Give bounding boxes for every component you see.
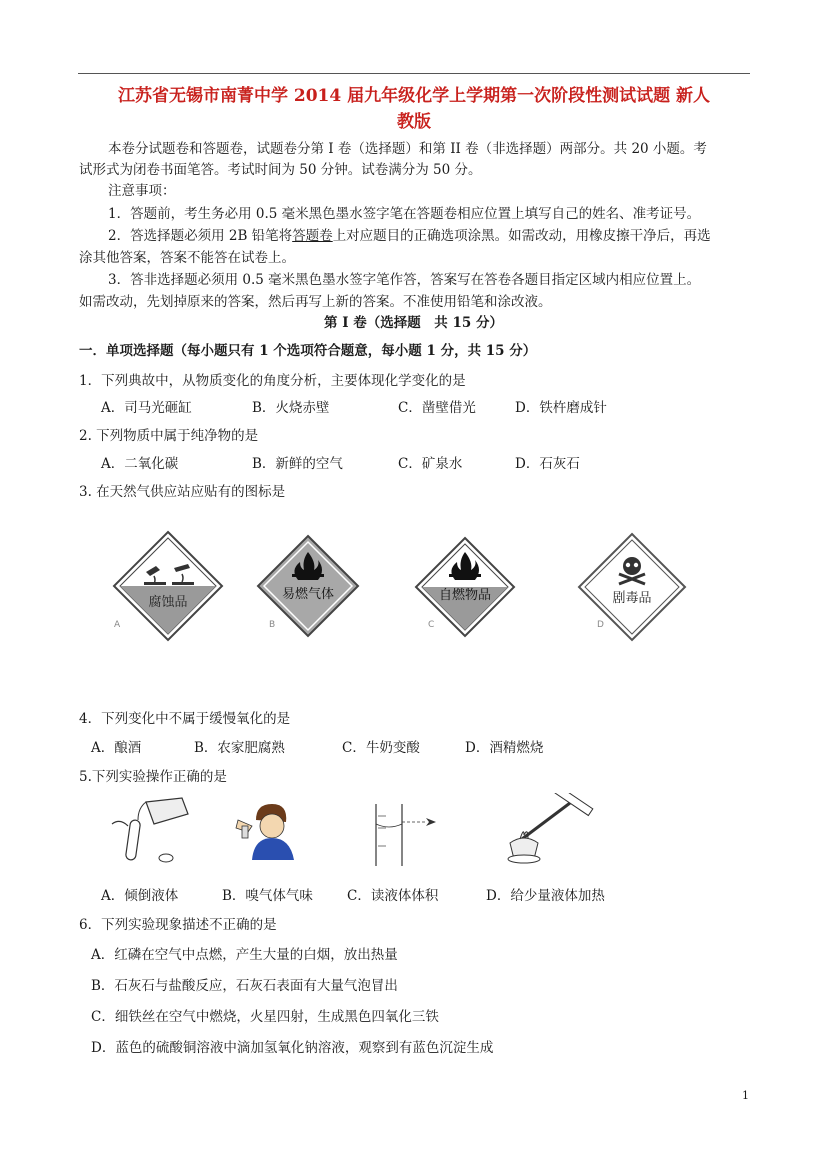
- question-6-option-b: B．石灰石与盐酸反应，石灰石表面有大量气泡冒出: [91, 978, 398, 994]
- question-5-option-d: D．给少量液体加热: [486, 888, 605, 904]
- question-2-option-c: C．矿泉水: [398, 456, 463, 472]
- note-2-underlined: 答题卷: [292, 228, 333, 244]
- note-1: 1．答题前，考生务必用 0.5 毫米黑色墨水签字笔在答题卷相应位置上填写自己的姓名、准考证号。: [108, 206, 701, 222]
- question-1-option-a: A．司马光砸缸: [101, 400, 192, 416]
- question-3-stem: 3. 在天然气供应站应贴有的图标是: [79, 484, 286, 500]
- section-heading: 一．单项选择题（每小题只有 1 个选项符合题意，每小题 1 分，共 15 分）: [79, 343, 537, 359]
- question-4-option-c: C．牛奶变酸: [342, 740, 420, 756]
- question-5-option-c: C．读液体体积: [347, 888, 439, 904]
- question-1-option-c: C．凿壁借光: [398, 400, 476, 416]
- hazard-sign-d-letter: D: [597, 620, 604, 630]
- note-2-text-a: 2．答选择题必须用 2B 铅笔将: [108, 228, 293, 244]
- question-2-option-d: D．石灰石: [515, 456, 580, 472]
- pour-liquid-illustration: [102, 796, 192, 870]
- document-title-line2: 教版: [397, 112, 431, 132]
- hazard-sign-a-letter: A: [114, 620, 121, 630]
- question-4-option-a: A．酿酒: [91, 740, 142, 756]
- question-4-stem: 4．下列变化中不属于缓慢氧化的是: [79, 711, 291, 727]
- question-5-stem: 5.下列实验操作正确的是: [79, 769, 227, 785]
- hazard-sign-d-text: 剧毒品: [612, 591, 652, 606]
- note-2-text-b: 上对应题目的正确选项涂黑。如需改动，用橡皮擦干净后，再选: [332, 228, 711, 244]
- smell-gas-illustration: [232, 800, 298, 866]
- note-2-line1: [108, 226, 711, 246]
- hazard-sign-b-text: 易燃气体: [281, 587, 335, 602]
- notes-label: 注意事项：: [108, 183, 176, 199]
- note-3-line2: 如需改动，先划掉原来的答案，然后再写上新的答案。不准使用铅笔和涂改液。: [79, 294, 552, 310]
- question-1-stem: 1．下列典故中，从物质变化的角度分析，主要体现化学变化的是: [79, 373, 466, 389]
- intro-paragraph-line2: 试形式为闭卷书面笔答。考试时间为 50 分钟。试卷满分为 50 分。: [79, 162, 482, 178]
- question-2-option-b: B．新鲜的空气: [252, 456, 343, 472]
- hazard-sign-a-text: 腐蚀品: [148, 595, 188, 610]
- note-2-line2: 涂其他答案，答案不能答在试卷上。: [79, 250, 295, 266]
- note-3-line1: 3．答非选择题必须用 0.5 毫米黑色墨水签字笔作答，答案写在答卷各题目指定区域内相应位置上。: [108, 272, 701, 288]
- hazard-sign-a: [112, 530, 224, 642]
- page-number: 1: [742, 1089, 749, 1102]
- part-title: 第 I 卷（选择题 共 15 分）: [324, 315, 503, 331]
- hazard-sign-d: [577, 532, 687, 642]
- question-5-option-b: B．嗅气体气味: [222, 888, 313, 904]
- hazard-sign-c-text: 自燃物品: [438, 588, 492, 603]
- question-6-option-d: D．蓝色的硫酸铜溶液中滴加氢氧化钠溶液，观察到有蓝色沉淀生成: [91, 1040, 494, 1056]
- hazard-sign-c-letter: C: [428, 620, 435, 630]
- question-1-option-d: D．铁杵磨成针: [515, 400, 607, 416]
- question-2-option-a: A．二氧化碳: [101, 456, 179, 472]
- read-volume-illustration: [362, 802, 442, 872]
- question-4-option-d: D．酒精燃烧: [465, 740, 544, 756]
- question-1-option-b: B．火烧赤壁: [252, 400, 330, 416]
- intro-paragraph-line1: 本卷分试题卷和答题卷，试题卷分第 I 卷（选择题）和第 II 卷（非选择题）两部分。共 20 小题。考: [108, 141, 707, 157]
- question-6-option-c: C．细铁丝在空气中燃烧，火星四射，生成黑色四氧化三铁: [91, 1009, 439, 1025]
- question-2-stem: 2. 下列物质中属于纯净物的是: [79, 428, 259, 444]
- hazard-sign-b-letter: B: [269, 620, 276, 630]
- question-4-option-b: B．农家肥腐熟: [194, 740, 285, 756]
- question-5-option-a: A．倾倒液体: [101, 888, 179, 904]
- heat-liquid-illustration: [490, 793, 600, 869]
- header-rule: [78, 73, 750, 74]
- question-6-stem: 6．下列实验现象描述不正确的是: [79, 917, 277, 933]
- document-title-line1: 江苏省无锡市南菁中学 2014 届九年级化学上学期第一次阶段性测试试题 新人: [117, 86, 711, 106]
- question-6-option-a: A．红磷在空气中点燃，产生大量的白烟，放出热量: [91, 947, 398, 963]
